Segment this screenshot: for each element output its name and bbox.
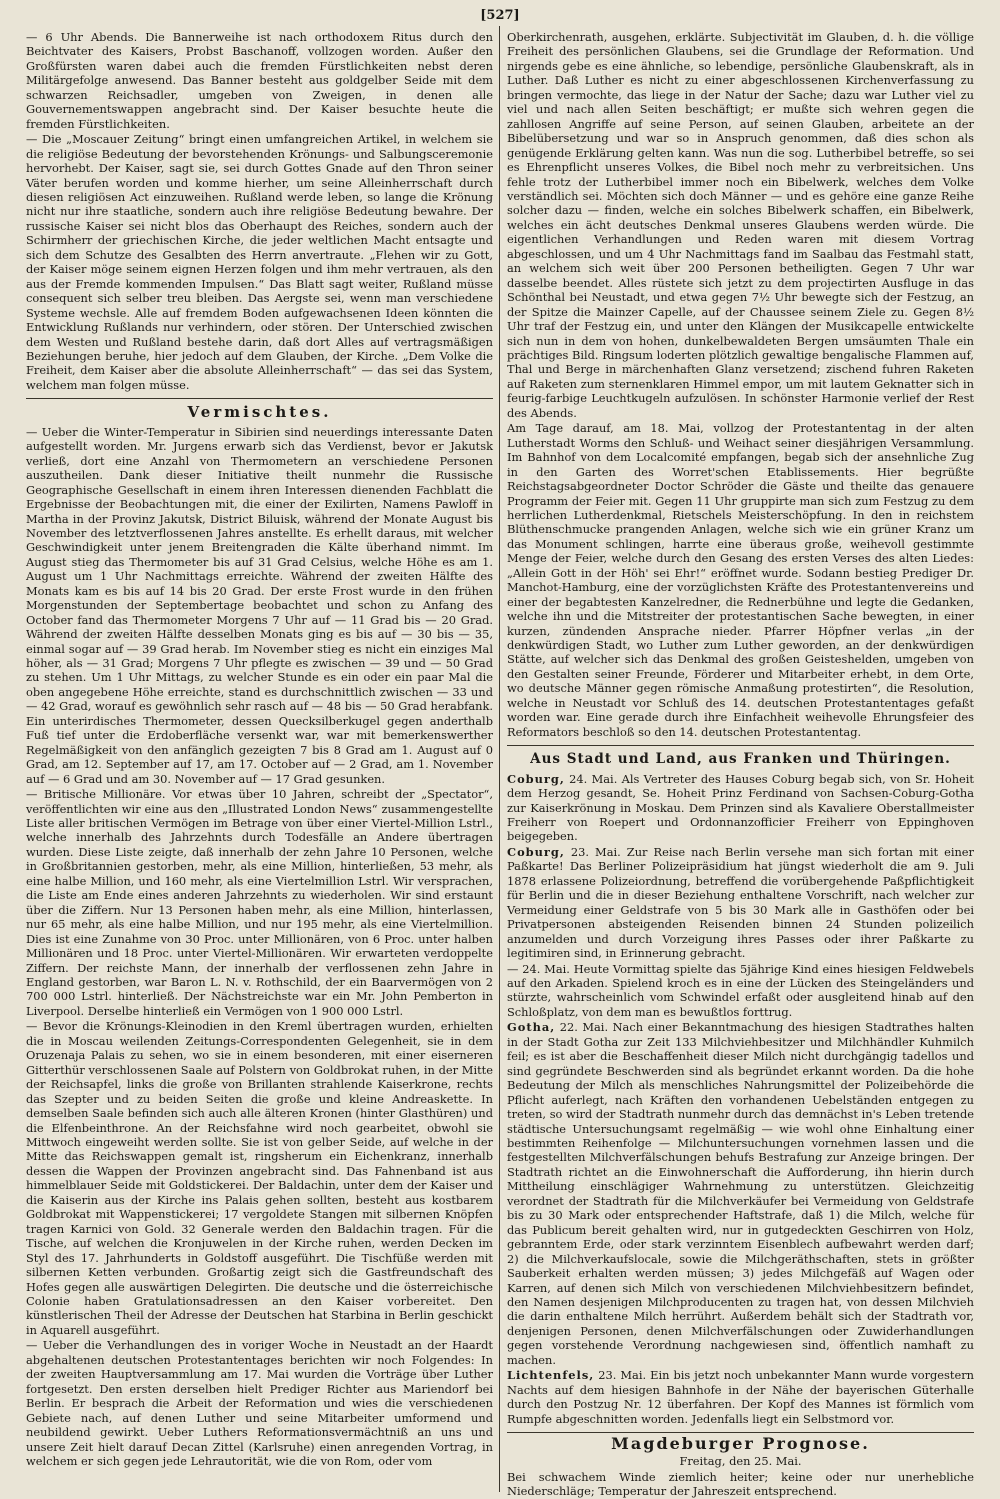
news-item xyxy=(507,1020,974,1367)
article-paragraph: — Ueber die Verhandlungen des in voriger Woche in Neustadt an der Haardt abgehaltenen deutschen Protestantentages berichten wir noch Folgendes: In der zweiten Hauptversammlung am 17. Mai wurden die Vorträge über Luther fortgesetzt. Den ersten derselben hielt Prediger Richter aus Mariendorf bei Berlin. Er besprach die Arbeit der Reformation und wies die verschiedenen Gebiete nach, auf denen Luther und seine Mitarbeiter umformend und neubildend gewirkt. Ueber Luthers Reformationsvermächtniß an uns und unsere Zeit hielt darauf Decan Zittel (Karlsruhe) einen anregenden Vortrag, in welchem er sich gegen jede Lehrautorität, wie die von Rom, oder vom xyxy=(26,1338,493,1468)
weather-date: Freitag, den 25. Mai. xyxy=(679,1453,802,1468)
article-paragraph: — Die „Moscauer Zeitung“ bringt einen umfangreichen Artikel, in welchem sie die religiöse Bedeutung der bevorstehenden Krönungs- und Salbungsceremonie hervorhebt. Der Kaiser, sagt sie, sei durch Gottes Gnade auf den Thron seiner Väter berufen worden und komme hierher, um seine Alleinherrschaft durch diesen religiösen Act einzuweihen. Rußland werde leben, so lange die Krönung nicht nur ihre staatliche, sondern auch ihre religiöse Bedeutung bewahre. Der russische Kaiser sei nicht blos das Oberhaupt des Reiches, sondern auch der Schirmherr der griechischen Kirche, die jeder weltlichen Macht entsagte und sich dem Schutze des Gesalbten des Herrn anvertraute. „Flehen wir zu Gott, der Kaiser möge seinem eignen Herzen folgen und ihm mehr vertrauen, als den aus der Fremde kommenden Impulsen.“ Das Blatt sagt weiter, Rußland müsse consequent sich selber treu bleiben. Das Aergste sei, wenn man verschiedene Systeme wechsle. Alle auf fremdem Boden aufgewachsenen Ideen könnten die Entwicklung Rußlands nur verhindern, oder stören. Der Unterschied zwischen dem Westen und Rußland bestehe darin, daß dort Alles auf vertragsmäßigen Beziehungen beruhe, hier jedoch auf dem Glauben, der Kirche. „Dem Volke die Freiheit, dem Kaiser aber die absolute Alleinherrschaft“ — das sei das System, welchem man folgen müsse. xyxy=(26,132,493,392)
news-item xyxy=(507,962,974,1020)
news-text: 22. Mai. Nach einer Bekanntmachung des hiesigen Stadtrathes halten in der Stadt Gotha zur Zeit 133 Milchviehbesitzer und Milchhändler Kuhmilch feil; es ist aber die Beschaffenheit dieser Milch nicht durchgängig tadellos und sind gegründete Beschwerden sind als begründet erkannt worden. Da die hohe Bedeutung der Milch als menschliches Nahrungsmittel der Polizeibehörde die Pflicht auferlegt, nach Kräften den vorhandenen Uebelständen entgegen zu treten, so wird der Stadtrath nunmehr durch das demnächst in's Leben tretende städtische Untersuchungsamt regelmäßig — wie wohl ohne Einhaltung einer bestimmten Reihenfolge — Milchuntersuchungen vornehmen lassen und die festgestellten Milchverfälschungen behufs Bestrafung zur Anzeige bringen. Der Stadtrath richtet an die Einwohnerschaft die Aufforderung, ihn hierin durch Mittheilung einschlägiger Wahrnehmung zu unterstützen. Gleichzeitig verordnet der Stadtrath für die Milchverkäufer bei Vermeidung von Geldstrafe bis zu 30 Mark oder entsprechender Haftstrafe, daß 1) die Milch, welche für das Publicum bereit gehalten wird, nur in gutgedeckten Geschirren von Holz, gebranntem Erde, oder stark verzinntem Eisenblech aufbewahrt werden darf; 2) die Milchverkaufslocale, sowie die Milchgeräthschaften, stets in größter Sauberkeit erhalten werden müssen; 3) jedes Milchgefäß auf Wagen oder Karren, auf denen sich Milch von verschiedenen Milchviehbesitzern befindet, den Namen desjenigen Milchproducenten zu tragen hat, von dessen Milchvieh die darin enthaltene Milch herrührt. Außerdem behält sich der Stadtrath vor, denjenigen Personen, denen Milchverfälschungen oder Zuwiderhandlungen gegen vorstehende Verordnung nachgewiesen sind, öffentlich namhaft zu machen. xyxy=(507,1020,974,1367)
weather-text: Bei schwachem Winde ziemlich heiter; keine oder nur unerhebliche Niederschläge; Temperatur der Jahreszeit entsprechend. xyxy=(507,1469,974,1499)
news-text: 24. Mai. Als Vertreter des Hauses Coburg begab sich, von Sr. Hoheit dem Herzog gesandt, Se. Hoheit Prinz Ferdinand von Sachsen-Coburg-Gotha zur Kaiserkrönung in Moskau. Dem Prinzen sind als Kavaliere Oberstallmeister Freiherr von Roepert und Ordonnanzofficier Freiherr von Eppinghoven beigegeben. xyxy=(507,771,974,844)
news-text: 23. Mai. Zur Reise nach Berlin versehe man sich fortan mit einer Paßkarte! Das Berliner Polizeipräsidium hat jüngst wiederholt die am 9. Juli 1878 erlassene Polizeiordnung, betreffend die vorübergehende Paßpflichtigkeit für Berlin und die in dieser Beziehung enthaltene Vorschrift, nach welcher zur Vermeidung einer Geldstrafe von 5 bis 30 Mark alle in Gasthöfen oder bei Privatpersonen absteigenden Reisenden binnen 24 Stunden polizeilich anzumelden und durch Vorzeigung ihres Passes oder ihrer Paßkarte zu legitimiren sind, in Erinnerung gebracht. xyxy=(507,844,974,961)
news-item xyxy=(507,772,974,844)
article-paragraph: — Ueber die Winter-Temperatur in Sibirien sind neuerdings interessante Daten aufgestellt worden. Mr. Jurgens erwarb sich das Verdienst, bevor er Jakutsk verließ, dort eine Anzahl von Thermometern an verschiedene Personen auszutheilen. Dank dieser Initiative theilt nunmehr die Russische Geographische Gesellschaft in einem ihren Interessen dienenden Fachblatt die Ergebnisse der Beobachtungen mit, die einer der Exilirten, Namens Pawloff in Martha in der Provinz Jakutsk, District Biluisk, während der Monate August bis November des letztverflossenen Jahres anstellte. Es erhellt daraus, mit welcher Geschwindigkeit unter jenem Breitengraden die Kälte überhand nimmt. Im August stieg das Thermometer bis auf 31 Grad Celsius, welche Höhe es am 1. August um 1 Uhr Nachmittags erreichte. Während der zweiten Hälfte des Monats kam es bis auf 14 bis 20 Grad. Der erste Frost wurde in den frühen Morgenstunden der Septembertage beobachtet und schon zu Anfang des October fand das Thermometer Morgens 7 Uhr auf — 11 Grad bis — 20 Grad. Während der zweiten Hälfte desselben Monats ging es bis auf — 30 bis — 35, einmal sogar auf — 39 Grad herab. Im November stieg es nicht ein einziges Mal höher, als — 31 Grad; Morgens 7 Uhr pflegte es zwischen — 39 und — 50 Grad zu stehen. Um 1 Uhr Mittags, zu welcher Stunde es ein oder ein paar Mal die oben angegebene Höhe erreichte, stand es durchschnittlich zwischen — 33 und — 42 Grad, worauf es gewöhnlich sehr rasch auf — 48 bis — 50 Grad herabfank. Ein unterirdisches Thermometer, dessen Quecksilberkugel gegen anderthalb Fuß tief unter die Erdoberfläche versenkt war, war mit bemerkenswerther Regelmäßigkeit von den anfänglich gezeigten 7 bis 8 Grad am 1. August auf 0 Grad, am 12. September auf 17, am 17. October auf — 2 Grad, am 1. November auf — 6 Grad und am 30. November auf — 17 Grad gesunken. xyxy=(26,424,493,786)
section-heading-regional: Aus Stadt und Land, aus Franken und Thüringen. xyxy=(507,745,974,766)
news-place: Coburg, xyxy=(507,771,565,786)
news-place: Gotha, xyxy=(507,1020,556,1035)
separator-rule xyxy=(507,1432,974,1433)
section-heading-vermischtes: Vermischtes. xyxy=(26,398,493,419)
news-text: — 24. Mai. Heute Vormittag spielte das 5jährige Kind eines hiesigen Feldwebels auf den Arkaden. Spielend kroch es in eine der Lücken des Steingeländers und stürzte, wahrscheinlich vom Schwindel erfaßt oder ausgleitend hinab auf den Schloßplatz, von dem man es bewußtlos forttrug. xyxy=(507,961,974,1019)
left-column xyxy=(26,30,493,1490)
weather-title: Magdeburger Prognose. xyxy=(611,1434,870,1454)
news-place: Coburg, xyxy=(507,844,565,859)
news-text: 23. Mai. Ein bis jetzt noch unbekannter Mann wurde vorgestern Nachts auf dem hiesigen Bahnhofe in der Nähe der bayerischen Güterhalle durch den Postzug Nr. 12 überfahren. Der Kopf des Mannes ist förmlich vom Rumpfe abgeschnitten worden. Jedenfalls liegt ein Selbstmord vor. xyxy=(507,1368,974,1426)
column-divider xyxy=(499,26,500,1492)
article-paragraph: — Britische Millionäre. Vor etwas über 10 Jahren, schreibt der „Spectator“, veröffentlichten wir eine aus den „Illustrated London News“ zusammengestellte Liste aller britischen Vermögen im Betrage von über einer Viertel-Million Lstrl., welche innerhalb des Jahrzehnts durch Todesfälle an Andere übertragen wurden. Diese Liste zeigte, daß innerhalb der zehn Jahre 10 Personen, welche in Großbritannien gestorben, mehr, als eine Million, hinterließen, 53 mehr, als eine halbe Million, und 160 mehr, als eine Viertelmillion Lstrl. Wir versprachen, die Liste am Ende eines anderen Jahrzehnts zu wiederholen. Wir sind erstaunt über die Ziffern. Nur 13 Personen haben mehr, als eine Million, hinterlassen, nur 65 mehr, als eine halbe Million, und nur 195 mehr, als eine Viertelmillion. Dies ist eine Zunahme von 30 Proc. unter Millionären, von 6 Proc. unter halben Millionären und 18 Proc. unter Viertel-Millionären. Wir erwarteten verdoppelte Ziffern. Der reichste Mann, der innerhalb der verflossenen zehn Jahre in England gestorben, war Baron L. N. v. Rothschild, der ein Baarvermögen von 2 700 000 Lstrl. hinterließ. Der Nächstreichste war ein Mr. John Pemberton in Liverpool. Derselbe hinterließ ein Vermögen von 1 900 000 Lstrl. xyxy=(26,787,493,1018)
news-item xyxy=(507,1368,974,1426)
news-place: Lichtenfels, xyxy=(507,1368,595,1383)
news-item xyxy=(507,845,974,961)
article-paragraph: Am Tage darauf, am 18. Mai, vollzog der Protestantentag in der alten Lutherstadt Worms den Schluß- und Weihact seiner diesjährigen Versammlung. Im Bahnhof von dem Localcomité empfangen, begab sich der ansehnliche Zug in den Garten des Worret'schen Etablissements. Hier begrüßte Reichstagsabgeordneter Doctor Schröder die Gäste und theilte das genauere Programm der Feier mit. Gegen 11 Uhr gruppirte man sich zum Festzug zu dem herrlichen Lutherdenkmal, Rietschels Meisterschöpfung. In den in reichstem Blüthenschmucke prangenden Anlagen, welche sich wie ein grüner Kranz um das Monument schlingen, harrte eine überaus große, weihevoll gestimmte Menge der Feier, welche durch den Gesang des ersten Verses des alten Liedes: „Allein Gott in der Höh' sei Ehr!“ eröffnet wurde. Sodann bestieg Prediger Dr. Manchot-Hamburg, eine der vorzüglichsten Kräfte des Protestantenvereins und einer der begabtesten Kanzelredner, die Rednerbühne und legte die Gedanken, welche ihn und die Mitstreiter der protestantischen Sache bewegten, in einer kurzen, zündenden Ansprache nieder. Pfarrer Höpfner verlas „in der denkwürdigen Stadt, wo Luther zum Luther geworden, an der denkwürdigen Stätte, auf welcher sich das Denkmal des großen Geisteshelden, umgeben von den Gestalten seiner Freunde, Förderer und Mitarbeiter erhebt, in dem Orte, wo deutsche Männer gegen römische Anmaßung protestirten“, die Resolution, welche in Neustadt vor Schluß des 14. deutschen Protestantentages gefaßt worden war. Eine gerade durch ihre Einfachheit weihevolle Ehrungsfeier des Reformators beschloß so den 14. deutschen Protestantentag. xyxy=(507,421,974,739)
page-number: [527] xyxy=(480,8,520,23)
right-column xyxy=(507,30,974,1499)
article-paragraph: — 6 Uhr Abends. Die Bannerweihe ist nach orthodoxem Ritus durch den Beichtvater des Kaisers, Probst Baschanoff, vollzogen worden. Außer den Großfürsten waren dabei auch die fremden Fürstlichkeiten nebst deren Militärgefolge anwesend. Das Banner besteht aus goldgelber Seide mit dem schwarzen Reichsadler, umgeben von Zweigen, in denen alle Gouvernementswappen angebracht sind. Der Kaiser besuchte heute die fremden Fürstlichkeiten. xyxy=(26,30,493,131)
article-paragraph: Oberkirchenrath, ausgehen, erklärte. Subjectivität im Glauben, d. h. die völlige Freiheit des persönlichen Glaubens, sei die Grundlage der Reformation. Und nirgends gebe es eine ähnliche, so lebendige, persönliche Glaubenskraft, als in Luther. Daß Luther es nicht zu einer abgeschlossenen Kirchenverfassung zu bringen vermochte, das liege in der Natur der Sache; dazu war Luther viel zu viel und nach allen Seiten beschäftigt; er mußte sich wehren gegen die zahllosen Angriffe auf seine Person, auf seinen Glauben, arbeitete an der Bibelübersetzung und war so in Anspruch genommen, daß dies schon als genügende Erklärung gelten kann. Was nun die sog. Lutherbibel betreffe, so sei es Ehrenpflicht unseres Volkes, die Bibel noch mehr zu verbreitsichen. Uns fehle trotz der Lutherbibel immer noch ein Bibelwerk, welches dem Volke verständlich sei. Möchten sich doch Männer — und es gehöre eine ganze Reihe solcher dazu — finden, welche ein solches Bibelwerk schaffen, ein Bibelwerk, welches ein ächt deutsches Denkmal unseres Glaubens werden würde. Die eigentlichen Verhandlungen und Reden waren mit diesem Vortrag abgeschlossen, und um 4 Uhr Nachmittags fand im Saalbau das Festmahl statt, an welchem sich weit über 200 Personen betheiligten. Gegen 7 Uhr war dasselbe beendet. Alles rüstete sich jetzt zu dem projectirten Ausfluge in das Schönthal bei Neustadt, und etwa gegen 7½ Uhr bewegte sich der Festzug, an der Spitze die Mainzer Capelle, auf der Chaussee seinem Ziele zu. Gegen 8½ Uhr traf der Festzug ein, und unter den Klängen der Musikcapelle entwickelte sich nun in dem von hohen, dunkelbewaldeten Bergen umsäumten Thale ein prächtiges Bild. Ringsum loderten plötzlich gewaltige bengalische Flammen auf, Thal und Berge in märchenhaften Glanz versetzend; zischend fuhren Raketen auf Raketen zum sternenklaren Himmel empor, um mit lautem Geknatter sich in feurig-farbige Leuchtkugeln aufzulösen. In schönster Harmonie verlief der Rest des Abends. xyxy=(507,30,974,420)
article-paragraph: — Bevor die Krönungs-Kleinodien in den Kreml übertragen wurden, erhielten die in Moscau weilenden Zeitungs-Correspondenten Gelegenheit, sie in dem Oruzenaja Palais zu sehen, wo sie in einem besonderen, mit einer eiserneren Gitterthür verschlossenen Saale auf Polstern von Goldbrokat ruhen, in der Mitte der Reichsapfel, links die große von Brillanten strahlende Kaiserkrone, rechts das Szepter und zu beiden Seiten die große und kleine Andreaskette. In demselben Saale befinden sich auch alle älteren Kronen (hinter Glasthüren) und die Elfenbeinthrone. An der Reichsfahne wird noch gearbeitet, obwohl sie Mittwoch eingeweiht werden sollte. Sie ist von gelber Seide, auf welche in der Mitte das Reichswappen gemalt ist, ringsherum ein Eichenkranz, innerhalb dessen die Wappen der Provinzen angebracht sind. Das Fahnenband ist aus himmelblauer Seide mit Goldstickerei. Der Baldachin, unter dem der Kaiser und die Kaiserin aus der Kirche ins Palais gehen sollten, besteht aus kostbarem Goldbrokat mit Wappenstickerei; 17 vergoldete Stangen mit silbernen Knöpfen tragen Karnici von Gold. 32 Generale werden den Baldachin tragen. Für die Tische, auf welchen die Kronjuwelen in der Kirche ruhen, werden Decken im Styl des 17. Jahrhunderts in Goldstoff ausgeführt. Die Tischfüße werden mit silbernen Ketten verbunden. Großartig zeigt sich die Gastfreundschaft des Hofes gegen alle auswärtigen Delegirten. Die deutsche und die österreichische Colonie haben Gratulationsadressen an den Kaiser vorbereitet. Den künstlerischen Theil der Adresse der Deutschen hat Starbina in Berlin geschickt in Aquarell ausgeführt. xyxy=(26,1019,493,1337)
